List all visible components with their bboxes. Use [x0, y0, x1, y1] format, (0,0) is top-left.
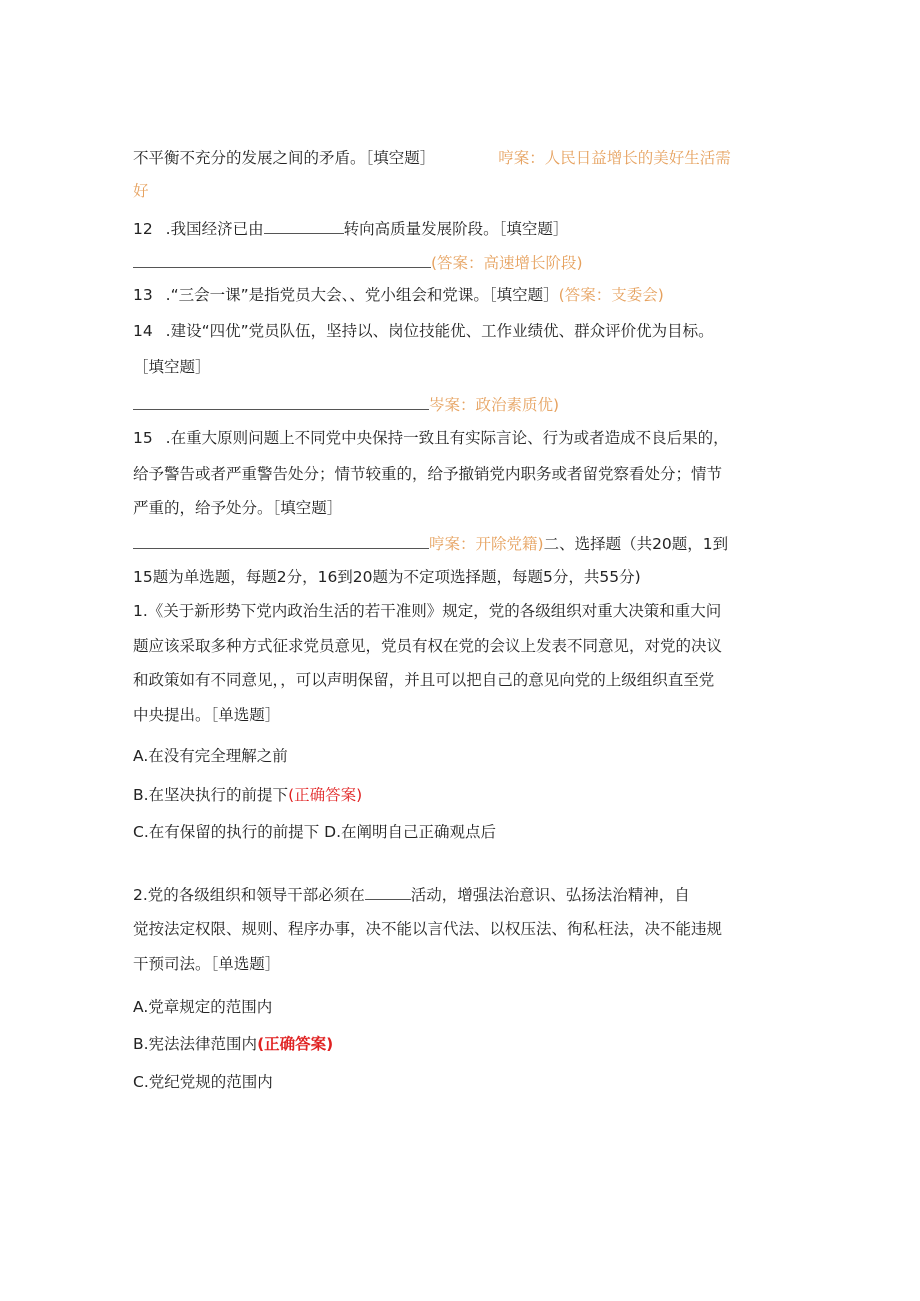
- mc2-correct-mark: (正确答案): [257, 1035, 334, 1053]
- mc2-option-a: A.党章规定的范围内: [133, 998, 273, 1016]
- mc1-text-4: 中央提出。［单选题］: [133, 706, 281, 724]
- q13-answer: (答案：支委会): [558, 286, 664, 304]
- mc1-option-b: B.在坚决执行的前提下: [133, 786, 289, 804]
- q14-line: [133, 321, 714, 341]
- q14-tag: ［填空题］: [133, 358, 211, 376]
- q13-number: 13: [133, 286, 153, 304]
- q11-text: 不平衡不充分的发展之间的矛盾。［填空题］: [133, 149, 436, 167]
- q15-line-1: [133, 428, 729, 448]
- q15-answer-blank: [133, 533, 429, 549]
- q12-answer-blank: [133, 252, 431, 268]
- q12-number: 12: [133, 220, 153, 238]
- mc1-option-cd: C.在有保留的执行的前提下 D.在阐明自己正确观点后: [133, 823, 497, 841]
- q12-answer-line: [133, 252, 583, 273]
- q15-text-1: .在重大原则问题上不同党中央保持一致且有实际言论、行为或者造成不良后果的，: [165, 429, 729, 447]
- q12-blank: [264, 218, 344, 234]
- q11-answer: 哼案：人民日益增长的美好生活需: [498, 149, 731, 167]
- q15-number: 15: [133, 429, 153, 447]
- mc1-text-2: 题应该采取多种方式征求党员意见，党员有权在党的会议上发表不同意见，对党的决议: [133, 637, 723, 655]
- mc2-text-1b: 活动，增强法治意识、弘扬法治精神，自: [410, 886, 690, 904]
- mc2-text-1a: 2.党的各级组织和领导干部必须在: [133, 886, 365, 904]
- q13-text: .“三会一课”是指党员大会、、党小组会和党课。［填空题］: [165, 286, 559, 304]
- q12-answer: (答案：高速增长阶段): [431, 254, 583, 272]
- mc2-option-b-line: [133, 1034, 333, 1054]
- mc2-option-b: B.宪法法律范围内: [133, 1035, 258, 1053]
- mc2-text-2: 觉按法定权限、规则、程序办事，决不能以言代法、以权压法、徇私枉法，决不能违规: [133, 920, 723, 938]
- q14-number: 14: [133, 322, 153, 340]
- mc2-line-1: [133, 884, 690, 905]
- mc1-correct-mark: (正确答案): [288, 786, 363, 804]
- q12-text-a: .我国经济已由: [165, 220, 264, 238]
- q15-text-2: 给予警告或者严重警告处分；情节较重的，给予撤销党内职务或者留党察看处分；情节: [133, 465, 723, 483]
- q13-line: [133, 285, 664, 305]
- q14-answer-blank: [133, 394, 429, 410]
- q14-answer: 岑案：政治素质优): [429, 396, 560, 414]
- mc2-option-c: C.党纪党规的范围内: [133, 1073, 273, 1091]
- q15-text-3: 严重的，给予处分。［填空题］: [133, 499, 343, 517]
- mc2-text-3: 干预司法。［单选题］: [133, 955, 281, 973]
- q12-line: [133, 218, 568, 239]
- q15-answer: 哼案：开除党籍): [429, 535, 544, 553]
- section2-heading-cont: 15题为单选题，每题2分，16到20题为不定项选择题，每题5分，共55分): [133, 568, 641, 586]
- q11-answer-cont: 好: [133, 182, 149, 200]
- q15-answer-line: [133, 533, 728, 554]
- mc1-text-1: 1.《关于新形势下党内政治生活的若干准则》规定，党的各级组织对重大决策和重大问: [133, 602, 722, 620]
- mc1-option-b-line: [133, 785, 362, 805]
- q12-text-b: 转向高质量发展阶段。［填空题］: [343, 220, 569, 238]
- q11-line: [133, 148, 731, 168]
- q14-answer-line: [133, 394, 559, 415]
- mc1-text-3: 和政策如有不同意见，，可以声明保留，并且可以把自己的意见向党的上级组织直至党: [133, 671, 715, 689]
- section2-heading: 二、选择题（共20题，1到: [543, 535, 729, 553]
- mc1-option-a: A.在没有完全理解之前: [133, 747, 288, 765]
- mc2-blank: [365, 884, 411, 900]
- q14-text: .建设“四优”党员队伍，坚持以、岗位技能优、工作业绩优、群众评价优为目标。: [165, 322, 714, 340]
